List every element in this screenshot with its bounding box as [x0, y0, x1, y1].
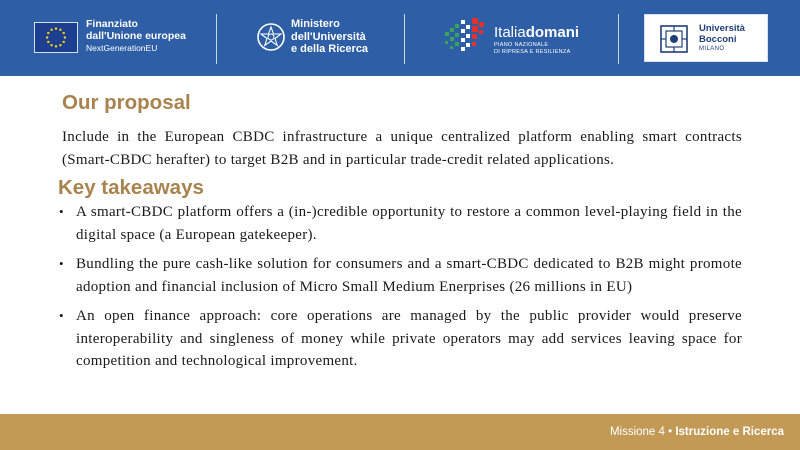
takeaways-list	[58, 201, 742, 380]
eu-star-icon	[55, 45, 57, 47]
takeaway-text: A smart-CBDC platform offers a (in-)credible opportunity to restore a common level-playing field in the digital space (a European gatekeeper).	[76, 204, 742, 243]
eu-line-1: Finanziato	[86, 18, 138, 30]
bocconi-line-1: Università	[699, 23, 745, 34]
bocconi-line-3: MILANO	[699, 46, 725, 52]
eu-star-icon	[62, 41, 64, 43]
proposal-title: Our proposal	[62, 91, 191, 114]
takeaway-text: Bundling the pure cash-like solution for consumers and a smart-CBDC dedicated to B2B might promote adoption and financial inclusion of Micro Small Medium Enerprises (26 millions in EU)	[76, 256, 742, 295]
footer-topic: Istruzione e Ricerca	[675, 426, 784, 438]
italiadomani-name-regular: Italia	[494, 24, 526, 41]
proposal-body: Include in the European CBDC infrastructure a unique centralized platform enabling smart contracts (Smart-CBDC herafter) to target B2B and in particular trade-credit related applications.	[62, 129, 742, 168]
bullet-icon: •	[59, 308, 64, 323]
italiadomani-label	[494, 25, 579, 55]
takeaways-title: Key takeaways	[58, 176, 204, 199]
footer-mission: Missione 4	[609, 426, 665, 438]
header-divider	[618, 14, 619, 64]
eu-line-3: NextGenerationEU	[86, 43, 158, 53]
header-divider	[216, 14, 217, 64]
header-banner	[0, 0, 800, 76]
bullet-icon: •	[59, 204, 64, 219]
eu-star-icon	[55, 27, 57, 29]
italiadomani-name-bold: domani	[525, 24, 580, 41]
ministry-line-2: dell'Università	[291, 30, 366, 43]
list-item	[58, 305, 742, 373]
eu-star-icon	[62, 32, 64, 34]
bullet-icon: •	[59, 256, 64, 271]
eu-line-2: dall'Unione europea	[86, 30, 186, 42]
ministry-label	[291, 18, 368, 56]
italiadomani-logo-icon	[441, 16, 489, 60]
ministry-emblem-icon	[256, 20, 286, 54]
list-item	[58, 253, 742, 298]
eu-star-icon	[47, 32, 49, 34]
bocconi-logo	[644, 14, 768, 62]
bocconi-label	[699, 23, 745, 54]
italiadomani-sub-1: PIANO NAZIONALE	[494, 42, 549, 48]
eu-flag-icon	[34, 22, 78, 53]
eu-star-icon	[50, 44, 52, 46]
ministry-line-3: e della Ricerca	[291, 43, 369, 55]
eu-funding-label	[86, 18, 186, 54]
eu-star-icon	[64, 36, 66, 38]
eu-star-icon	[47, 41, 49, 43]
eu-star-icon	[46, 36, 48, 38]
ministry-line-1: Ministero	[291, 18, 340, 30]
header-divider	[404, 14, 405, 64]
footer-label	[610, 426, 784, 438]
footer-separator: •	[668, 426, 673, 438]
bocconi-emblem-icon	[659, 24, 689, 54]
eu-star-icon	[59, 44, 61, 46]
footer-bar	[0, 414, 800, 450]
list-item	[58, 201, 742, 246]
italiadomani-name	[494, 25, 579, 40]
takeaway-text: An open finance approach: core operations are managed by the public provider would preserve interoperability and singleness of money while private operators may add services leaving space for competition and technological improvement.	[76, 308, 742, 369]
bocconi-line-2: Bocconi	[699, 34, 737, 45]
eu-star-icon	[59, 29, 61, 31]
italiadomani-sub-2: DI RIPRESA E RESILIENZA	[494, 48, 571, 55]
eu-star-icon	[50, 29, 52, 31]
